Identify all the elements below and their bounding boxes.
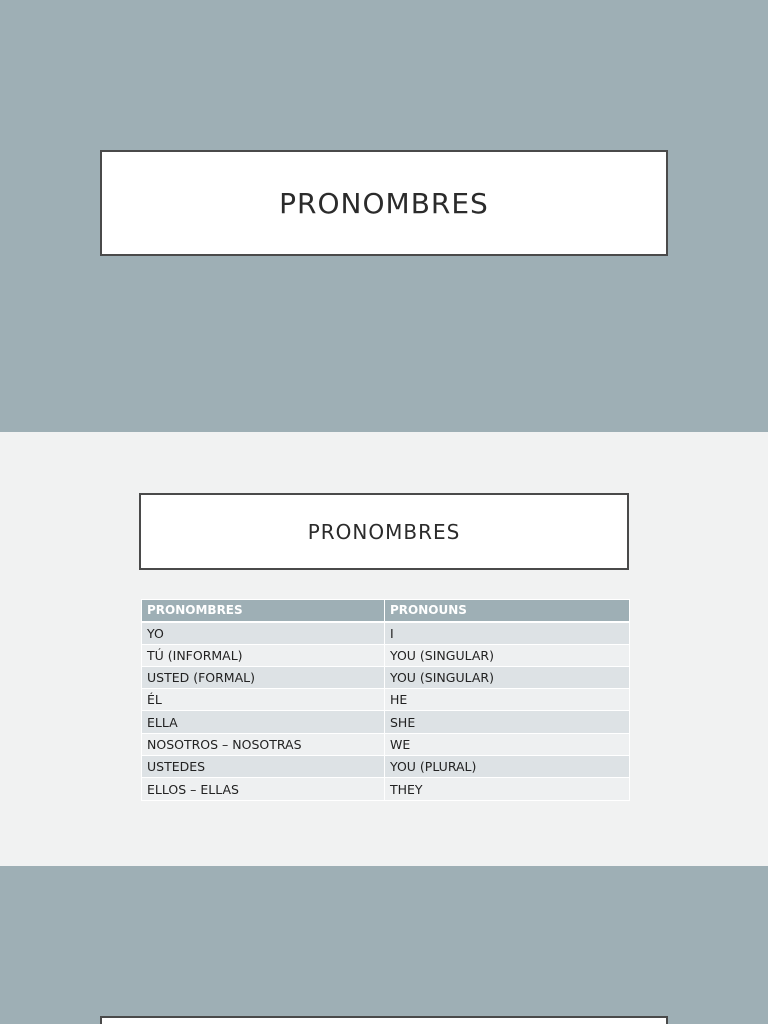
- table-row: [142, 644, 630, 666]
- table-header-row: [142, 600, 630, 622]
- pronouns-table: [141, 599, 630, 801]
- table-slide: [0, 432, 768, 866]
- table-row: [142, 622, 630, 644]
- slide-title-box: [100, 1016, 668, 1024]
- header-pronombres: PRONOMBRES: [142, 600, 385, 622]
- table-row: [142, 756, 630, 778]
- cell-english: SHE: [385, 711, 630, 733]
- table-row: [142, 689, 630, 711]
- slide-title: PRONOMBRES: [279, 186, 489, 220]
- header-pronouns: PRONOUNS: [385, 600, 630, 622]
- cell-spanish: ÉL: [142, 689, 385, 711]
- table-row: [142, 778, 630, 800]
- table-row: [142, 666, 630, 688]
- cell-english: YOU (SINGULAR): [385, 644, 630, 666]
- table-row: [142, 711, 630, 733]
- cell-english: WE: [385, 733, 630, 755]
- slide-title-box: [100, 150, 668, 256]
- next-slide-partial: [0, 866, 768, 1024]
- cell-english: YOU (PLURAL): [385, 756, 630, 778]
- cell-spanish: TÚ (INFORMAL): [142, 644, 385, 666]
- cell-english: I: [385, 622, 630, 644]
- cell-spanish: USTEDES: [142, 756, 385, 778]
- cell-spanish: USTED (FORMAL): [142, 666, 385, 688]
- cell-english: THEY: [385, 778, 630, 800]
- cell-spanish: NOSOTROS – NOSOTRAS: [142, 733, 385, 755]
- cell-spanish: YO: [142, 622, 385, 644]
- table-row: [142, 733, 630, 755]
- slide-title: PRONOMBRES: [307, 519, 461, 544]
- cell-english: YOU (SINGULAR): [385, 666, 630, 688]
- cell-english: HE: [385, 689, 630, 711]
- title-slide: [0, 0, 768, 432]
- cell-spanish: ELLOS – ELLAS: [142, 778, 385, 800]
- cell-spanish: ELLA: [142, 711, 385, 733]
- slide-title-box: [139, 493, 629, 570]
